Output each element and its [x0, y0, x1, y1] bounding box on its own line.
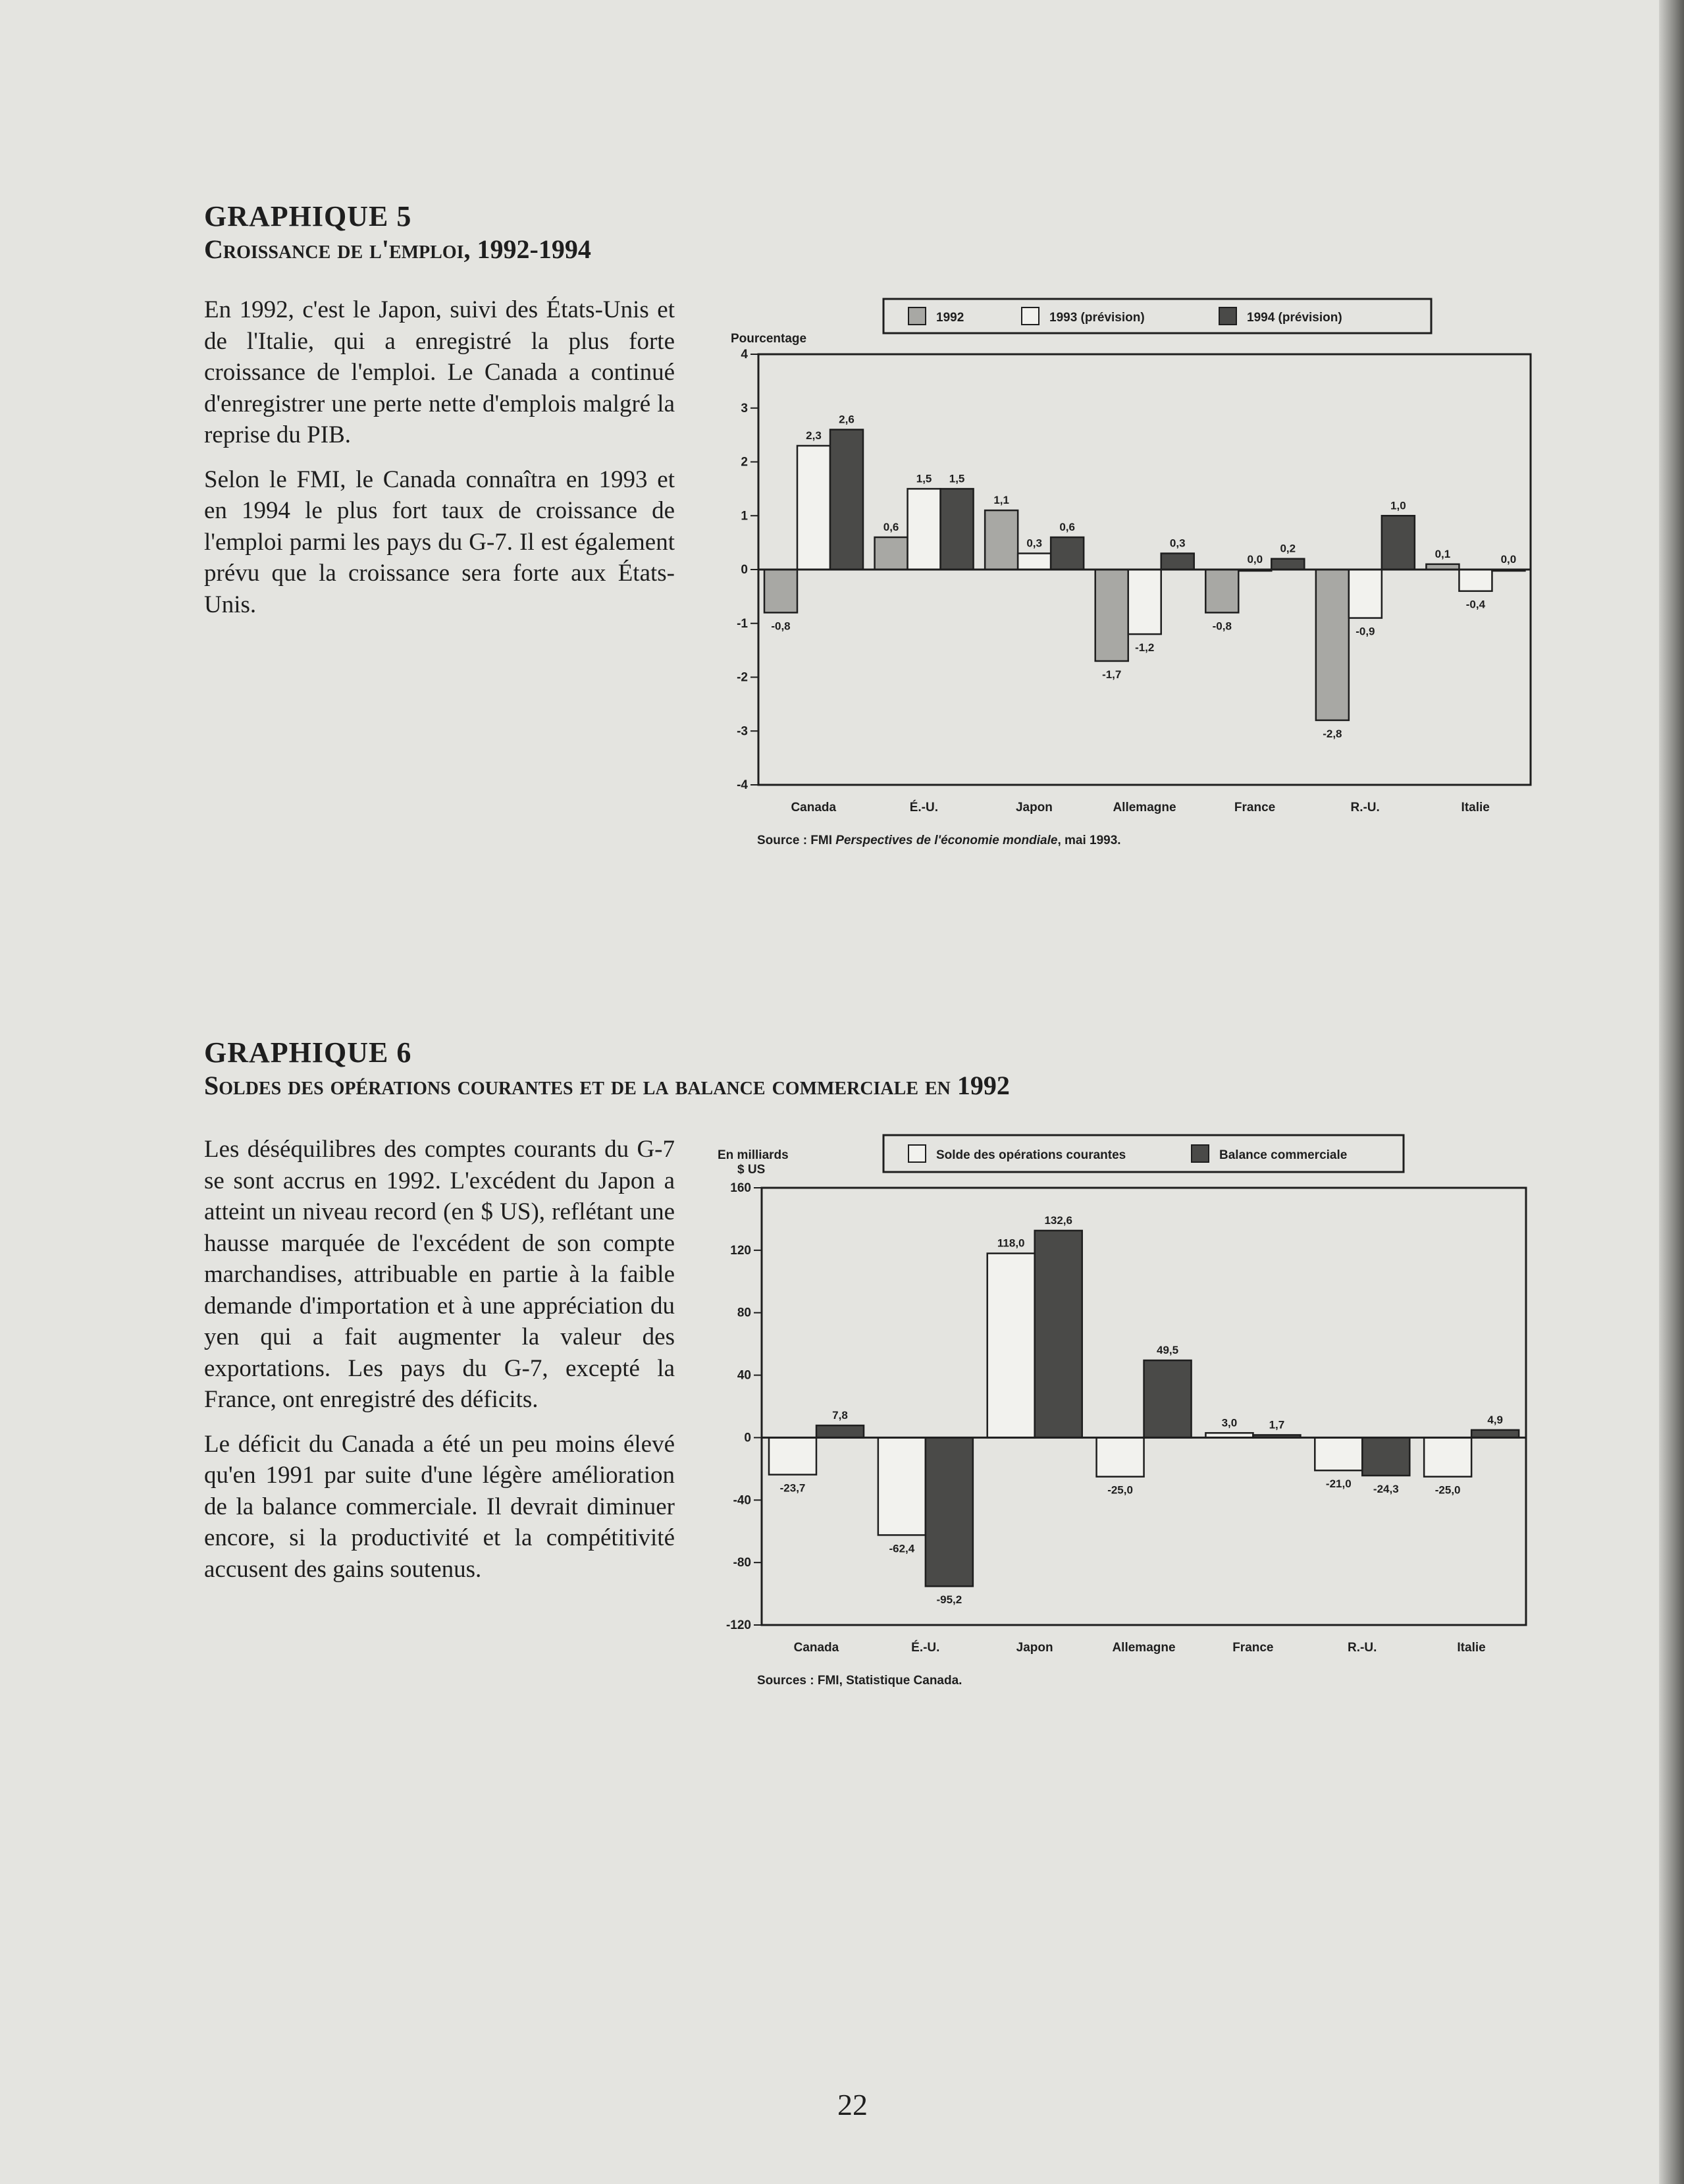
y-tick-label: 80	[737, 1306, 751, 1320]
graph5-header	[204, 201, 591, 264]
data-label: 132,6	[1044, 1213, 1072, 1227]
bar	[1459, 570, 1492, 591]
legend-label-1: 1992	[936, 311, 964, 325]
chart-source	[757, 1674, 962, 1688]
y-tick-label: 3	[741, 401, 748, 415]
x-tick-label: France	[1234, 801, 1276, 814]
y-tick-label: 160	[730, 1181, 751, 1195]
page-edge-shadow	[1659, 0, 1684, 2184]
legend-label-3: 1994 (prévision)	[1247, 311, 1342, 325]
bar	[1271, 559, 1304, 570]
bar	[926, 1437, 973, 1586]
bar	[1128, 570, 1161, 634]
y-tick-label: -1	[737, 616, 748, 631]
page-number: 22	[837, 2088, 868, 2121]
legend-box	[883, 299, 1431, 333]
bar	[1161, 553, 1194, 570]
bar	[1205, 570, 1238, 612]
data-label: -21,0	[1325, 1478, 1352, 1491]
bar	[1424, 1437, 1471, 1476]
x-tick-label: R.-U.	[1348, 1641, 1377, 1655]
bar	[1349, 570, 1382, 618]
bar	[1018, 553, 1051, 570]
legend-swatch-3	[1219, 307, 1236, 325]
y-tick-label: 1	[741, 509, 748, 523]
data-label: 118,0	[997, 1237, 1025, 1250]
data-label: -2,8	[1323, 727, 1342, 740]
data-label: -0,9	[1355, 625, 1375, 638]
graph6-subtitle-years: 1992	[957, 1071, 1010, 1101]
graph5-subtitle	[204, 235, 591, 264]
data-label: 49,5	[1157, 1344, 1179, 1357]
data-label: -23,7	[779, 1481, 806, 1495]
graph6-title: GRAPHIQUE 6	[204, 1036, 412, 1069]
x-tick-label: Italie	[1461, 801, 1490, 814]
graph5-paragraph-1: En 1992, c'est le Japon, suivi des États-Unis et de l'Italie, qui a enregistré la plus forte croissance de l'emploi. Le Canada a continué d'enregistrer une perte nette d'emplois malgré la reprise du PIB.	[204, 296, 675, 448]
data-label: -62,4	[889, 1542, 915, 1555]
bar	[941, 489, 974, 570]
bar	[1051, 537, 1084, 570]
x-tick-label: Japon	[1016, 1641, 1053, 1655]
data-label: 0,6	[1059, 520, 1075, 533]
legend-swatch-1	[908, 307, 926, 325]
data-label: 0,0	[1500, 553, 1517, 566]
graph5-chart	[711, 290, 1560, 869]
bar	[1035, 1231, 1082, 1437]
graph5-subtitle-text: Croissance de l'emploi,	[204, 234, 471, 265]
bar	[769, 1437, 816, 1474]
data-label: 4,9	[1487, 1413, 1503, 1426]
y-axis-label: Pourcentage	[731, 332, 807, 346]
bar	[1382, 516, 1415, 570]
legend-label-2: 1993 (prévision)	[1049, 311, 1145, 325]
x-tick-label: France	[1232, 1641, 1274, 1655]
bar	[985, 510, 1018, 570]
graph6-chart	[698, 1126, 1560, 1705]
data-label: -0,4	[1465, 598, 1486, 611]
data-label: -25,0	[1107, 1483, 1133, 1497]
data-label: 0,3	[1026, 537, 1042, 550]
graph6-paragraph-1: Les déséquilibres des comptes courants du G-7 se sont accrus en 1992. L'excédent du Japon a atteint un niveau record (en $ US), reflétant une hausse marquée de l'excédent de son compte marchandises, attribuable en partie à la faible demande d'importation et à une appréciation du yen qui a fait augmenter la valeur des exportations. Les pays du G-7, excepté la France, ont enregistré des déficits.	[204, 1136, 675, 1413]
x-tick-label: Japon	[1015, 801, 1053, 814]
x-tick-label: É.-U.	[911, 1641, 940, 1655]
y-tick-label: 120	[730, 1243, 751, 1258]
data-label: -1,7	[1102, 668, 1122, 681]
bar	[878, 1437, 926, 1535]
bar	[987, 1254, 1035, 1438]
data-label: -25,0	[1434, 1483, 1461, 1497]
data-label: -95,2	[936, 1593, 962, 1607]
graph6-subtitle	[204, 1071, 1010, 1100]
data-label: 0,0	[1247, 553, 1263, 566]
data-label: 2,6	[839, 413, 855, 426]
data-label: 7,8	[832, 1408, 848, 1422]
chart-source-part: , mai 1993.	[1057, 834, 1121, 847]
graph5-title: GRAPHIQUE 5	[204, 200, 412, 232]
data-label: 0,3	[1169, 537, 1186, 550]
y-axis-label: $ US	[737, 1163, 766, 1177]
y-tick-label: -80	[733, 1556, 751, 1570]
y-tick-label: 0	[741, 563, 748, 577]
y-axis-label: En milliards	[718, 1148, 789, 1162]
data-label: -0,8	[771, 620, 791, 633]
bar	[797, 446, 830, 570]
legend-label-2: Balance commerciale	[1219, 1148, 1348, 1162]
legend-label-1: Solde des opérations courantes	[936, 1148, 1126, 1162]
bar	[1316, 570, 1349, 720]
data-label: 1,0	[1390, 499, 1406, 512]
data-label: 1,1	[993, 494, 1009, 507]
data-label: -1,2	[1135, 641, 1155, 654]
data-label: -0,8	[1212, 620, 1232, 633]
y-tick-label: -2	[737, 670, 748, 685]
bar	[1362, 1437, 1409, 1476]
graph5-paragraph-2: Selon le FMI, le Canada connaîtra en 1993 et en 1994 le plus fort taux de croissance de l'emploi parmi les pays du G-7. Il est également prévu que la croissance sera forte aux États-Unis.	[204, 466, 675, 618]
data-label: 3,0	[1221, 1416, 1238, 1429]
data-label: 0,1	[1434, 547, 1451, 560]
data-label: 0,6	[883, 520, 899, 533]
data-label: -24,3	[1373, 1483, 1399, 1496]
bar	[1095, 570, 1128, 661]
y-tick-label: -40	[733, 1493, 751, 1508]
graph6-header	[204, 1037, 1010, 1100]
chart-source-part: Perspectives de l'économie mondiale	[835, 834, 1058, 847]
x-tick-label: Canada	[791, 801, 837, 814]
graph5-text	[204, 294, 675, 633]
chart-source-part: Source : FMI	[757, 834, 836, 847]
chart-source-part: Sources : FMI, Statistique Canada.	[757, 1674, 962, 1688]
graph6-text	[204, 1134, 675, 1598]
y-tick-label: 0	[744, 1431, 751, 1445]
y-tick-label: -3	[737, 724, 748, 739]
x-tick-label: Allemagne	[1113, 801, 1176, 814]
x-tick-label: Italie	[1457, 1641, 1486, 1655]
bar	[908, 489, 941, 570]
legend-swatch-2	[1192, 1145, 1209, 1162]
bar	[830, 429, 863, 570]
graph6-subtitle-text: Soldes des opérations courantes et de la balance commerciale en	[204, 1071, 951, 1101]
graph5-subtitle-years: 1992-1994	[477, 234, 591, 265]
data-label: 1,7	[1269, 1418, 1285, 1431]
bar	[816, 1425, 864, 1437]
bar	[1097, 1437, 1144, 1476]
bar	[1471, 1430, 1519, 1438]
x-tick-label: R.-U.	[1350, 801, 1380, 814]
data-label: 1,5	[916, 472, 932, 485]
graph6-paragraph-2: Le déficit du Canada a été un peu moins élevé qu'en 1991 par suite d'une légère amélioration de la balance commerciale. Il devrait diminuer encore, si la productivité et la compétitivité accusent des gains soutenus.	[204, 1430, 675, 1583]
data-label: 2,3	[806, 429, 822, 442]
x-tick-label: Canada	[793, 1641, 839, 1655]
chart-source	[757, 834, 1121, 847]
bar	[1144, 1360, 1192, 1437]
y-tick-label: -120	[725, 1618, 751, 1632]
bar	[1315, 1437, 1362, 1470]
bar	[764, 570, 797, 612]
data-label: 0,2	[1280, 542, 1296, 555]
x-tick-label: É.-U.	[909, 801, 938, 814]
legend-swatch-1	[908, 1145, 926, 1162]
data-label: 1,5	[949, 472, 965, 485]
x-tick-label: Allemagne	[1112, 1641, 1176, 1655]
y-tick-label: 4	[741, 348, 748, 361]
bar	[875, 537, 908, 570]
y-tick-label: 40	[737, 1368, 751, 1383]
y-tick-label: -4	[737, 778, 748, 792]
legend-swatch-2	[1022, 307, 1039, 325]
y-tick-label: 2	[741, 455, 748, 469]
